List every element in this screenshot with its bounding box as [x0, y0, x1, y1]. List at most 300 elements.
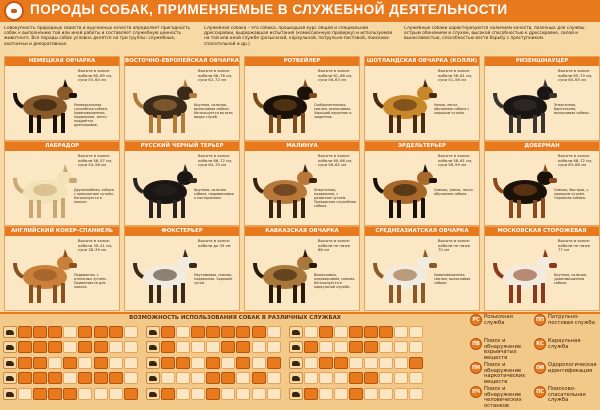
dog-leg — [301, 198, 305, 218]
service-mark-off — [394, 326, 408, 338]
dog-leg — [421, 198, 425, 218]
dog-leg — [181, 283, 185, 303]
dog-illustration — [249, 156, 321, 224]
service-code-badge: ОИ — [534, 362, 546, 374]
service-mark-off — [109, 341, 123, 353]
dog-leg — [397, 200, 401, 218]
dog-ear — [63, 79, 68, 87]
service-mark-on — [18, 372, 32, 384]
breed-name: ЛАБРАДОР — [5, 142, 119, 151]
dog-tail — [15, 178, 23, 192]
breed-stats: Высота в холке: кобели 68–72 см, суки 63–68 см — [558, 153, 593, 168]
dog-leg — [509, 285, 513, 303]
dog-illustration — [369, 241, 441, 309]
dog-muzzle — [309, 263, 317, 268]
service-mark-on — [18, 326, 32, 338]
dog-saddle — [33, 269, 57, 281]
dog-muzzle — [549, 178, 557, 183]
breed-stats: Высота в холке: кобели 60–65 см, суки 55–60 см — [78, 68, 113, 83]
service-mark-off — [267, 372, 281, 384]
dog-icon — [3, 388, 17, 400]
breed-description: Неутомимая, смелая, подвижная. Хорошее чутьё. — [194, 273, 233, 286]
dog-leg — [157, 115, 161, 133]
service-mark-off — [161, 372, 175, 384]
service-label: Поиск и обнаружение наркотических веществ — [484, 362, 526, 385]
dog-leg — [37, 200, 41, 218]
dog-leg — [517, 115, 521, 133]
dog-icon — [146, 372, 160, 384]
service-mark-on — [409, 357, 423, 369]
dog-leg — [277, 200, 281, 218]
dog-muzzle — [69, 178, 77, 183]
dog-saddle — [33, 184, 57, 196]
service-mark-off — [176, 388, 190, 400]
dog-muzzle — [429, 263, 437, 268]
breed-stats: Высота в холке: кобели не ниже 70 см — [438, 238, 471, 253]
dog-ear — [543, 164, 548, 172]
breed-name: МАЛИНУА — [245, 142, 359, 151]
dog-saddle — [513, 184, 537, 196]
service-mark-on — [33, 388, 47, 400]
breed-stats: Высота в холке: кобели не ниже 77 см — [558, 238, 591, 253]
service-mark-on — [176, 357, 190, 369]
service-mark-off — [319, 341, 333, 353]
dog-icon — [146, 326, 160, 338]
breed-name: ЭРДЕЛЬТЕРЬЕР — [365, 142, 479, 151]
service-mark-on — [349, 372, 363, 384]
breed-description: Смелая, быстрая, с хорошим чутьём. Охранная собака. — [554, 188, 589, 201]
service-mark-off — [236, 372, 250, 384]
dog-leg — [277, 285, 281, 303]
breed-stats: Высота в холке: кобели 66–72 см, суки 64–70 см — [198, 153, 233, 168]
service-code-badge: РС — [470, 314, 482, 326]
dog-leg — [53, 115, 57, 133]
dog-ear — [543, 249, 548, 257]
service-mark-off — [252, 357, 266, 369]
dog-illustration — [249, 71, 321, 139]
dog-leg — [269, 200, 273, 218]
service-code-badge: ПВ — [470, 338, 482, 350]
service-mark-off — [48, 357, 62, 369]
dog-leg — [61, 283, 65, 303]
service-mark-off — [63, 341, 77, 353]
breed-card — [124, 226, 240, 311]
service-mark-on — [267, 357, 281, 369]
service-mark-on — [364, 326, 378, 338]
dog-saddle — [513, 99, 537, 111]
dog-tail — [495, 263, 503, 277]
service-mark-on — [78, 341, 92, 353]
service-mark-off — [236, 388, 250, 400]
service-mark-on — [206, 372, 220, 384]
service-mark-off — [379, 372, 393, 384]
service-mark-off — [409, 372, 423, 384]
dog-muzzle — [69, 263, 77, 268]
dog-leg — [421, 113, 425, 133]
dog-leg — [509, 200, 513, 218]
dog-saddle — [513, 269, 537, 281]
services-grid — [3, 326, 465, 403]
dog-illustration — [489, 71, 561, 139]
service-mark-off — [304, 326, 318, 338]
breed-description: Крупная, сильная, выносливая собака. Используется во всех видах служб. — [194, 103, 233, 120]
service-mark-off — [109, 357, 123, 369]
service-mark-off — [124, 341, 138, 353]
dog-saddle — [393, 99, 417, 111]
breed-description: Универсальная служебная собака. Уравновешенная, подвижная, легко поддаётся дрессировке. — [74, 103, 108, 128]
dog-illustration — [369, 156, 441, 224]
dog-leg — [61, 198, 65, 218]
service-mark-off — [78, 388, 92, 400]
service-mark-on — [109, 372, 123, 384]
service-mark-on — [364, 341, 378, 353]
dog-ear — [423, 79, 428, 87]
service-mark-off — [63, 326, 77, 338]
service-mark-on — [161, 341, 175, 353]
breed-stats: Высота в холке: кобели до 39 см — [198, 238, 231, 248]
dog-ear — [183, 249, 188, 257]
dog-muzzle — [69, 93, 77, 98]
service-mark-on — [379, 326, 393, 338]
service-mark-on — [304, 341, 318, 353]
dog-leg — [173, 285, 177, 303]
dog-muzzle — [189, 178, 197, 183]
service-mark-off — [319, 388, 333, 400]
dog-saddle — [393, 184, 417, 196]
header-bar — [0, 0, 600, 22]
service-mark-off — [394, 372, 408, 384]
service-mark-off — [221, 388, 235, 400]
dog-muzzle — [429, 93, 437, 98]
service-mark-on — [78, 372, 92, 384]
dog-leg — [181, 198, 185, 218]
breed-stats: Высота в холке: кобели 65–70 см, суки 60–65 см — [558, 68, 593, 83]
service-mark-off — [124, 326, 138, 338]
breed-stats: Высота в холке: кобели 61–68 см, суки 56–63 см — [318, 68, 353, 83]
breed-card — [244, 226, 360, 311]
dog-illustration — [249, 241, 321, 309]
dog-tail — [495, 93, 503, 107]
dog-leg — [413, 285, 417, 303]
service-code-badge: ПП — [534, 314, 546, 326]
dog-leg — [277, 115, 281, 133]
dog-leg — [61, 113, 65, 133]
breed-stats: Высота в холке: кобели 39–41 см, суки 38–39 см — [78, 238, 113, 253]
service-mark-on — [304, 388, 318, 400]
dog-tail — [255, 178, 263, 192]
dog-tail — [15, 263, 23, 277]
dog-leg — [157, 200, 161, 218]
breed-stats: Высота в холке: кобели 60–66 см, суки 56–62 см — [318, 153, 353, 168]
breed-name: ДОБЕРМАН — [485, 142, 599, 151]
dog-leg — [517, 285, 521, 303]
dog-saddle — [153, 269, 177, 281]
service-label: Одорологическая идентификация — [548, 362, 597, 374]
service-mark-on — [18, 357, 32, 369]
dog-saddle — [273, 184, 297, 196]
service-mark-on — [18, 341, 32, 353]
service-label: Поисково-спасательная служба — [548, 386, 586, 404]
dog-leg — [389, 285, 393, 303]
dog-leg — [517, 200, 521, 218]
dog-leg — [541, 283, 545, 303]
service-mark-off — [334, 326, 348, 338]
breed-name: АНГЛИЙСКИЙ КОКЕР-СПАНИЕЛЬ — [5, 227, 119, 236]
dog-leg — [173, 115, 177, 133]
dog-illustration — [489, 241, 561, 309]
service-mark-off — [409, 341, 423, 353]
dog-leg — [53, 285, 57, 303]
service-mark-off — [191, 357, 205, 369]
breed-stats: Высота в холке: кобели не ниже 68 см — [318, 238, 351, 253]
breed-description: Энергичная, подвижная, с развитым чутьём. Прекрасная служебная собака. — [314, 188, 356, 209]
service-mark-off — [334, 388, 348, 400]
dog-muzzle — [549, 93, 557, 98]
dog-leg — [37, 115, 41, 133]
breed-card — [4, 141, 120, 226]
breed-name: РОТВЕЙЛЕР — [245, 57, 359, 66]
service-mark-on — [236, 341, 250, 353]
service-mark-off — [124, 372, 138, 384]
dog-illustration — [369, 71, 441, 139]
dog-leg — [541, 198, 545, 218]
dog-icon — [146, 341, 160, 353]
service-mark-off — [267, 341, 281, 353]
breed-card — [244, 56, 360, 141]
page-title: ПОРОДЫ СОБАК, ПРИМЕНЯЕМЫЕ В СЛУЖЕБНОЙ ДЕЯТЕЛЬНОСТИ — [30, 2, 508, 17]
breed-name: СРЕДНЕАЗИАТСКАЯ ОВЧАРКА — [365, 227, 479, 236]
dog-saddle — [153, 184, 177, 196]
service-mark-on — [236, 357, 250, 369]
service-label: Караульная служба — [548, 338, 581, 350]
service-label: Поиск и обнаружение человеческих останков — [484, 386, 522, 409]
service-mark-on — [161, 357, 175, 369]
service-mark-off — [176, 341, 190, 353]
dog-tail — [375, 263, 383, 277]
dog-illustration — [9, 71, 81, 139]
service-mark-on — [94, 372, 108, 384]
service-mark-off — [304, 357, 318, 369]
service-mark-on — [221, 341, 235, 353]
service-mark-off — [379, 341, 393, 353]
breed-card — [4, 226, 120, 311]
breed-description: Крупная, сильная, уравновешенная собака. — [554, 273, 587, 286]
dog-leg — [269, 285, 273, 303]
service-mark-on — [206, 388, 220, 400]
service-mark-off — [394, 388, 408, 400]
service-label: Розыскная служба — [484, 314, 513, 326]
dog-leg — [181, 113, 185, 133]
service-mark-off — [364, 357, 378, 369]
dog-leg — [293, 285, 297, 303]
dog-leg — [149, 200, 153, 218]
service-mark-off — [267, 388, 281, 400]
dog-icon — [289, 326, 303, 338]
breed-card — [124, 56, 240, 141]
dog-ear — [423, 249, 428, 257]
dog-ear — [303, 79, 308, 87]
dog-illustration — [129, 241, 201, 309]
dog-muzzle — [309, 93, 317, 98]
service-code-badge: КС — [534, 338, 546, 350]
breed-stats: Высота в холке: кобели 56–57 см, суки 54–56 см — [78, 153, 113, 168]
service-mark-on — [161, 326, 175, 338]
breed-description: Крупная, сильная собака, недоверчивая к посторонним. — [194, 188, 234, 201]
service-mark-on — [161, 388, 175, 400]
service-mark-off — [409, 388, 423, 400]
dog-leg — [397, 285, 401, 303]
service-mark-on — [236, 326, 250, 338]
service-mark-off — [334, 341, 348, 353]
service-mark-off — [191, 388, 205, 400]
breed-description: Энергичная, бдительная, выносливая собака. — [554, 103, 590, 116]
breed-name: МОСКОВСКАЯ СТОРОЖЕВАЯ — [485, 227, 599, 236]
service-mark-off — [379, 388, 393, 400]
dog-icon — [3, 357, 17, 369]
services-title: ВОЗМОЖНОСТЬ ИСПОЛЬЗОВАНИЯ СОБАК В РАЗЛИЧНЫХ СЛУЖБАХ — [129, 315, 341, 321]
breed-name: КАВКАЗСКАЯ ОВЧАРКА — [245, 227, 359, 236]
dog-muzzle — [429, 178, 437, 183]
service-mark-on — [221, 372, 235, 384]
service-mark-on — [349, 326, 363, 338]
breed-card — [364, 141, 480, 226]
services-grid-row — [3, 326, 465, 340]
service-mark-on — [33, 326, 47, 338]
service-mark-off — [349, 357, 363, 369]
dog-leg — [533, 200, 537, 218]
service-mark-on — [319, 357, 333, 369]
dog-leg — [509, 115, 513, 133]
dog-saddle — [393, 269, 417, 281]
service-mark-on — [48, 326, 62, 338]
dog-ear — [63, 249, 68, 257]
service-mark-off — [124, 357, 138, 369]
breed-name: НЕМЕЦКАЯ ОВЧАРКА — [5, 57, 119, 66]
service-mark-off — [63, 372, 77, 384]
dog-leg — [37, 285, 41, 303]
service-mark-off — [221, 357, 235, 369]
dog-tail — [375, 93, 383, 107]
dog-icon — [289, 372, 303, 384]
dog-leg — [421, 283, 425, 303]
service-mark-on — [48, 372, 62, 384]
service-mark-on — [63, 357, 77, 369]
service-mark-on — [349, 341, 363, 353]
dog-illustration — [129, 71, 201, 139]
dog-icon — [146, 388, 160, 400]
service-code-badge: ПН — [470, 362, 482, 374]
service-mark-off — [191, 372, 205, 384]
service-mark-on — [252, 326, 266, 338]
dog-muzzle — [309, 178, 317, 183]
intro-paragraph-3: Служебные собаки характеризуются наличием качеств, полезных для службы: острым обонянием и слухом, высокой способностью к дрессировке, силой и выносливостью, способностью вести борьбу с преступником. — [404, 26, 586, 42]
dog-leg — [413, 115, 417, 133]
service-mark-off — [191, 341, 205, 353]
service-code-badge: ПЧ — [470, 386, 482, 398]
dog-leg — [413, 200, 417, 218]
dog-tail — [135, 93, 143, 107]
dog-saddle — [153, 99, 177, 111]
intro-paragraph-2: Служебная собака – это собака, прошедшая курс общей и специальной дрессировки, выдержавшая испытания (комиссионную проверку) и используемая на той или иной службе (розыскной, караульной, патрульно-постовой, поисково-спасательной и др.). — [204, 26, 393, 47]
dog-illustration — [489, 156, 561, 224]
breed-card — [484, 56, 600, 141]
breed-stats: Высота в холке: кобели 66–76 см, суки 62–72 см — [198, 68, 233, 83]
dog-leg — [389, 115, 393, 133]
dog-icon — [146, 357, 160, 369]
breed-card — [484, 226, 600, 311]
dog-leg — [269, 115, 273, 133]
services-grid-row — [3, 357, 465, 371]
service-mark-off — [176, 372, 190, 384]
dog-tail — [135, 178, 143, 192]
dog-saddle — [273, 269, 297, 281]
dog-icon — [3, 341, 17, 353]
dog-icon — [289, 341, 303, 353]
dog-icon — [289, 388, 303, 400]
service-mark-off — [252, 388, 266, 400]
dog-icon — [289, 357, 303, 369]
emblem-logo — [4, 1, 24, 21]
services-grid-row — [3, 388, 465, 402]
dog-illustration — [9, 241, 81, 309]
dog-leg — [29, 115, 33, 133]
intro-paragraph-1: Совокупность природных свойств и выученных качеств определяет пригодность собак к выполнению той или иной работы и составляет служебную ценность животного. Все породы собак условно делятся на три группы: служебные, охотничьи и декоративные. — [4, 26, 190, 47]
breed-description: Уравновешенная, смелая, выносливая собака. — [434, 273, 471, 286]
service-mark-on — [48, 341, 62, 353]
breed-card — [484, 141, 600, 226]
dog-muzzle — [549, 263, 557, 268]
dog-tail — [375, 178, 383, 192]
dog-leg — [173, 200, 177, 218]
breed-name: ШОТЛАНДСКАЯ ОВЧАРКА (КОЛЛИ) — [366, 58, 478, 64]
dog-ear — [183, 79, 188, 87]
dog-leg — [301, 283, 305, 303]
dog-leg — [149, 285, 153, 303]
breed-description: Выносливая, недоверчивая, смелая. Используется в караульной службе. — [314, 273, 356, 290]
dog-leg — [301, 113, 305, 133]
service-label: Поиск и обнаружение взрывчатых веществ — [484, 338, 522, 361]
breed-name: ВОСТОЧНО-ЕВРОПЕЙСКАЯ ОВЧАРКА — [125, 58, 239, 64]
service-mark-on — [334, 357, 348, 369]
service-mark-off — [252, 341, 266, 353]
service-mark-on — [78, 326, 92, 338]
dog-tail — [135, 263, 143, 277]
dog-tail — [15, 93, 23, 107]
dog-leg — [53, 200, 57, 218]
breed-card — [4, 56, 120, 141]
dog-muzzle — [189, 263, 197, 268]
dog-saddle — [273, 99, 297, 111]
service-mark-off — [206, 341, 220, 353]
service-mark-on — [33, 372, 47, 384]
service-mark-off — [304, 372, 318, 384]
service-mark-on — [349, 388, 363, 400]
dog-tail — [495, 178, 503, 192]
service-mark-on — [94, 357, 108, 369]
dog-leg — [149, 115, 153, 133]
service-mark-on — [33, 357, 47, 369]
service-mark-on — [364, 372, 378, 384]
breed-name: РУССКИЙ ЧЕРНЫЙ ТЕРЬЕР — [125, 142, 239, 151]
dog-leg — [29, 285, 33, 303]
service-mark-off — [94, 388, 108, 400]
service-mark-on — [206, 326, 220, 338]
service-mark-off — [364, 388, 378, 400]
breed-name: РИЗЕНШНАУЦЕР — [485, 57, 599, 66]
dog-leg — [533, 115, 537, 133]
service-mark-off — [176, 326, 190, 338]
dog-leg — [533, 285, 537, 303]
